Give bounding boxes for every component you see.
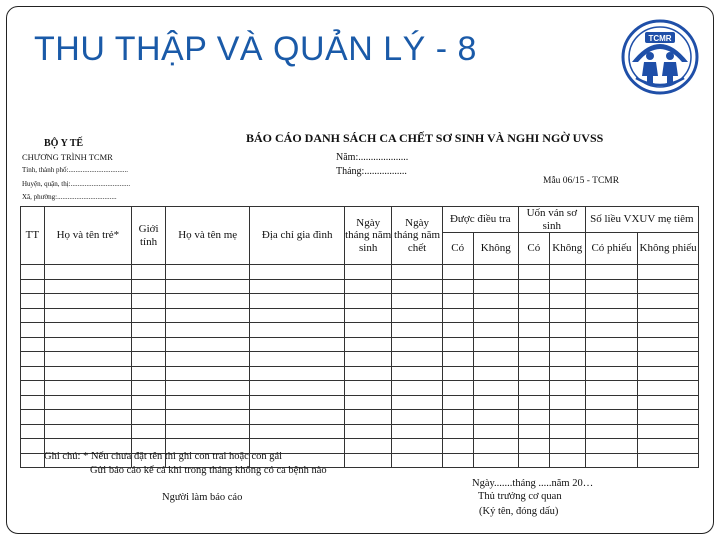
table-cell[interactable] [442, 381, 473, 396]
table-cell[interactable] [392, 439, 442, 454]
table-cell[interactable] [132, 410, 166, 425]
table-cell[interactable] [473, 453, 518, 468]
table-row [21, 424, 699, 439]
table-cell[interactable] [345, 439, 392, 454]
table-cell[interactable] [132, 308, 166, 323]
table-cell[interactable] [549, 366, 585, 381]
col-child-name: Họ và tên trẻ* [44, 207, 131, 265]
table-cell[interactable] [21, 279, 45, 294]
table-cell[interactable] [392, 381, 442, 396]
table-cell[interactable] [345, 294, 392, 309]
table-cell[interactable] [585, 279, 637, 294]
table-cell[interactable] [518, 395, 549, 410]
table-cell[interactable] [442, 279, 473, 294]
table-cell[interactable] [345, 279, 392, 294]
col-mother-name: Họ và tên mẹ [166, 207, 250, 265]
table-cell[interactable] [132, 337, 166, 352]
table-cell[interactable] [442, 439, 473, 454]
table-cell[interactable] [44, 381, 131, 396]
table-cell[interactable] [345, 323, 392, 338]
table-row [21, 410, 699, 425]
table-cell[interactable] [250, 279, 345, 294]
col-no-card: Không phiếu [638, 233, 699, 265]
table-cell[interactable] [21, 381, 45, 396]
col-investigated-yes: Có [442, 233, 473, 265]
table-cell[interactable] [442, 410, 473, 425]
table-cell[interactable] [132, 265, 166, 280]
table-cell[interactable] [132, 395, 166, 410]
table-cell[interactable] [473, 395, 518, 410]
col-birth-date: Ngày tháng năm sinh [345, 207, 392, 265]
table-row [21, 395, 699, 410]
reporter-label: Người làm báo cáo [162, 492, 243, 503]
table-cell[interactable] [638, 308, 699, 323]
col-death-date: Ngày tháng năm chết [392, 207, 442, 265]
table-cell[interactable] [585, 308, 637, 323]
table-cell[interactable] [345, 308, 392, 323]
table-cell[interactable] [549, 294, 585, 309]
table-cell[interactable] [473, 424, 518, 439]
table-cell[interactable] [518, 439, 549, 454]
table-cell[interactable] [392, 323, 442, 338]
ministry-label: BỘ Y TẾ [44, 138, 84, 149]
table-cell[interactable] [473, 337, 518, 352]
table-cell[interactable] [44, 395, 131, 410]
table-cell[interactable] [585, 294, 637, 309]
col-tetanus: Uốn ván sơ sinh [518, 207, 585, 233]
head-of-agency-label: Thủ trưởng cơ quan [478, 491, 562, 502]
table-cell[interactable] [166, 366, 250, 381]
table-cell[interactable] [166, 410, 250, 425]
table-cell[interactable] [44, 323, 131, 338]
table-cell[interactable] [549, 439, 585, 454]
footnote-line-2: Gửi báo cáo kể cả khi trong tháng không có ca bệnh nào [90, 465, 327, 476]
table-cell[interactable] [638, 410, 699, 425]
table-cell[interactable] [638, 294, 699, 309]
table-cell[interactable] [585, 410, 637, 425]
table-cell[interactable] [473, 265, 518, 280]
table-cell[interactable] [250, 308, 345, 323]
table-cell[interactable] [250, 395, 345, 410]
table-cell[interactable] [442, 395, 473, 410]
table-cell[interactable] [250, 366, 345, 381]
table-cell[interactable] [44, 352, 131, 367]
slide-title: THU THẬP VÀ QUẢN LÝ - 8 [34, 30, 477, 68]
table-cell[interactable] [518, 265, 549, 280]
table-cell[interactable] [21, 410, 45, 425]
table-row [21, 323, 699, 338]
table-cell[interactable] [585, 352, 637, 367]
table-cell[interactable] [518, 366, 549, 381]
table-row [21, 308, 699, 323]
col-investigated: Được điều tra [442, 207, 518, 233]
table-cell[interactable] [392, 337, 442, 352]
table-cell[interactable] [442, 265, 473, 280]
commune-label: Xã, phường:.................................. [22, 193, 117, 201]
table-cell[interactable] [132, 352, 166, 367]
table-cell[interactable] [549, 381, 585, 396]
table-cell[interactable] [345, 381, 392, 396]
table-cell[interactable] [21, 265, 45, 280]
table-cell[interactable] [132, 294, 166, 309]
table-row [21, 294, 699, 309]
table-cell[interactable] [132, 366, 166, 381]
table-cell[interactable] [166, 294, 250, 309]
table-cell[interactable] [549, 395, 585, 410]
table-cell[interactable] [44, 279, 131, 294]
table-cell[interactable] [518, 410, 549, 425]
table-cell[interactable] [638, 265, 699, 280]
form-code: Mẫu 06/15 - TCMR [543, 176, 620, 186]
table-cell[interactable] [166, 279, 250, 294]
table-cell[interactable] [473, 366, 518, 381]
table-cell[interactable] [345, 453, 392, 468]
table-cell[interactable] [473, 410, 518, 425]
table-cell[interactable] [638, 323, 699, 338]
month-field: Tháng:................. [336, 166, 407, 177]
table-row [21, 279, 699, 294]
table-row [21, 352, 699, 367]
table-cell[interactable] [166, 323, 250, 338]
table-cell[interactable] [392, 294, 442, 309]
table-cell[interactable] [473, 279, 518, 294]
table-cell[interactable] [585, 323, 637, 338]
table-cell[interactable] [21, 395, 45, 410]
table-cell[interactable] [585, 337, 637, 352]
table-cell[interactable] [166, 308, 250, 323]
table-cell[interactable] [549, 265, 585, 280]
table-cell[interactable] [392, 410, 442, 425]
program-label: CHƯƠNG TRÌNH TCMR [22, 152, 113, 162]
table-cell[interactable] [585, 395, 637, 410]
table-row [21, 366, 699, 381]
table-cell[interactable] [44, 308, 131, 323]
table-cell[interactable] [132, 424, 166, 439]
table-cell[interactable] [549, 424, 585, 439]
table-cell[interactable] [638, 352, 699, 367]
province-label: Tỉnh, thành phố:.................................. [22, 166, 128, 174]
table-cell[interactable] [21, 453, 45, 468]
header-row-1 [21, 207, 699, 233]
table-cell[interactable] [392, 279, 442, 294]
col-tetanus-no: Không [549, 233, 585, 265]
col-address: Địa chỉ gia đình [250, 207, 345, 265]
table-cell[interactable] [21, 439, 45, 454]
table-cell[interactable] [166, 381, 250, 396]
col-investigated-no: Không [473, 233, 518, 265]
table-cell[interactable] [250, 323, 345, 338]
table-cell[interactable] [250, 337, 345, 352]
table-cell[interactable] [585, 381, 637, 396]
table-cell[interactable] [392, 265, 442, 280]
table-cell[interactable] [166, 395, 250, 410]
table-cell[interactable] [44, 424, 131, 439]
table-cell[interactable] [442, 352, 473, 367]
table-cell[interactable] [132, 279, 166, 294]
table-cell[interactable] [442, 366, 473, 381]
table-cell[interactable] [392, 366, 442, 381]
table-cell[interactable] [518, 337, 549, 352]
table-cell[interactable] [392, 395, 442, 410]
table-cell[interactable] [21, 294, 45, 309]
table-cell[interactable] [21, 337, 45, 352]
table-cell[interactable] [21, 323, 45, 338]
table-cell[interactable] [638, 395, 699, 410]
table-cell[interactable] [392, 308, 442, 323]
table-cell[interactable] [549, 308, 585, 323]
table-body [21, 265, 699, 468]
table-cell[interactable] [345, 337, 392, 352]
table-cell[interactable] [518, 323, 549, 338]
table-cell[interactable] [473, 294, 518, 309]
table-cell[interactable] [44, 294, 131, 309]
table-cell[interactable] [21, 424, 45, 439]
table-cell[interactable] [250, 424, 345, 439]
table-cell[interactable] [549, 279, 585, 294]
footnote-line-1: Ghi chú: * Nếu chưa đặt tên thì ghi con trai hoặc con gái [44, 451, 283, 462]
table-cell[interactable] [166, 424, 250, 439]
table-cell[interactable] [345, 366, 392, 381]
table-cell[interactable] [585, 366, 637, 381]
table-cell[interactable] [549, 410, 585, 425]
col-has-card: Có phiếu [585, 233, 637, 265]
table-cell[interactable] [44, 410, 131, 425]
table-cell[interactable] [585, 424, 637, 439]
table-cell[interactable] [473, 352, 518, 367]
table-cell[interactable] [549, 453, 585, 468]
table-cell[interactable] [21, 352, 45, 367]
table-cell[interactable] [166, 352, 250, 367]
table-cell[interactable] [442, 424, 473, 439]
table-cell[interactable] [549, 352, 585, 367]
table-cell[interactable] [392, 352, 442, 367]
table-cell[interactable] [442, 308, 473, 323]
table-cell[interactable] [250, 381, 345, 396]
table-cell[interactable] [638, 366, 699, 381]
col-sex: Giới tính [132, 207, 166, 265]
table-cell[interactable] [345, 352, 392, 367]
year-field: Năm:.................... [336, 152, 409, 163]
table-cell[interactable] [518, 381, 549, 396]
table-cell[interactable] [345, 395, 392, 410]
table-cell[interactable] [250, 352, 345, 367]
table-cell[interactable] [345, 424, 392, 439]
table-cell[interactable] [518, 424, 549, 439]
table-cell[interactable] [473, 439, 518, 454]
table-cell[interactable] [549, 323, 585, 338]
table-cell[interactable] [638, 279, 699, 294]
table-cell[interactable] [132, 323, 166, 338]
table-cell[interactable] [518, 279, 549, 294]
table-cell[interactable] [345, 265, 392, 280]
table-cell[interactable] [132, 381, 166, 396]
table-cell[interactable] [21, 308, 45, 323]
table-cell[interactable] [44, 366, 131, 381]
table-cell[interactable] [518, 294, 549, 309]
table-cell[interactable] [549, 337, 585, 352]
report-title: BÁO CÁO DANH SÁCH CA CHẾT SƠ SINH VÀ NGHI NGỜ UVSS [246, 131, 604, 145]
table-cell[interactable] [473, 381, 518, 396]
table-row [21, 265, 699, 280]
table-cell[interactable] [166, 265, 250, 280]
table-cell[interactable] [44, 337, 131, 352]
table-cell[interactable] [585, 265, 637, 280]
table-row [21, 381, 699, 396]
table-cell[interactable] [44, 265, 131, 280]
table-cell[interactable] [585, 439, 637, 454]
table-cell[interactable] [345, 410, 392, 425]
table-cell[interactable] [442, 453, 473, 468]
table-cell[interactable] [473, 323, 518, 338]
table-cell[interactable] [250, 410, 345, 425]
table-cell[interactable] [638, 453, 699, 468]
table-cell[interactable] [638, 439, 699, 454]
table-cell[interactable] [166, 337, 250, 352]
table-cell[interactable] [585, 453, 637, 468]
table-cell[interactable] [638, 424, 699, 439]
table-cell[interactable] [392, 453, 442, 468]
table-cell[interactable] [518, 453, 549, 468]
table-cell[interactable] [518, 308, 549, 323]
table-cell[interactable] [442, 323, 473, 338]
table-cell[interactable] [518, 352, 549, 367]
district-label: Huyện, quận, thị:.................................. [22, 180, 131, 188]
table-cell[interactable] [21, 366, 45, 381]
table-cell[interactable] [392, 424, 442, 439]
col-tetanus-yes: Có [518, 233, 549, 265]
col-vaccine-doses: Số liều VXUV mẹ tiêm [585, 207, 698, 233]
table-cell[interactable] [250, 294, 345, 309]
sign-note: (Ký tên, đóng dấu) [479, 506, 559, 517]
table-cell[interactable] [250, 265, 345, 280]
table-cell[interactable] [442, 337, 473, 352]
report-table [20, 206, 699, 468]
table-cell[interactable] [442, 294, 473, 309]
date-line: Ngày.......tháng .....năm 20… [472, 478, 594, 489]
table-row [21, 337, 699, 352]
tcmr-logo-icon [620, 18, 700, 96]
table-cell[interactable] [473, 308, 518, 323]
table-cell[interactable] [638, 337, 699, 352]
col-tt: TT [21, 207, 45, 265]
table-cell[interactable] [638, 381, 699, 396]
logo-text: TCMR [648, 34, 672, 43]
